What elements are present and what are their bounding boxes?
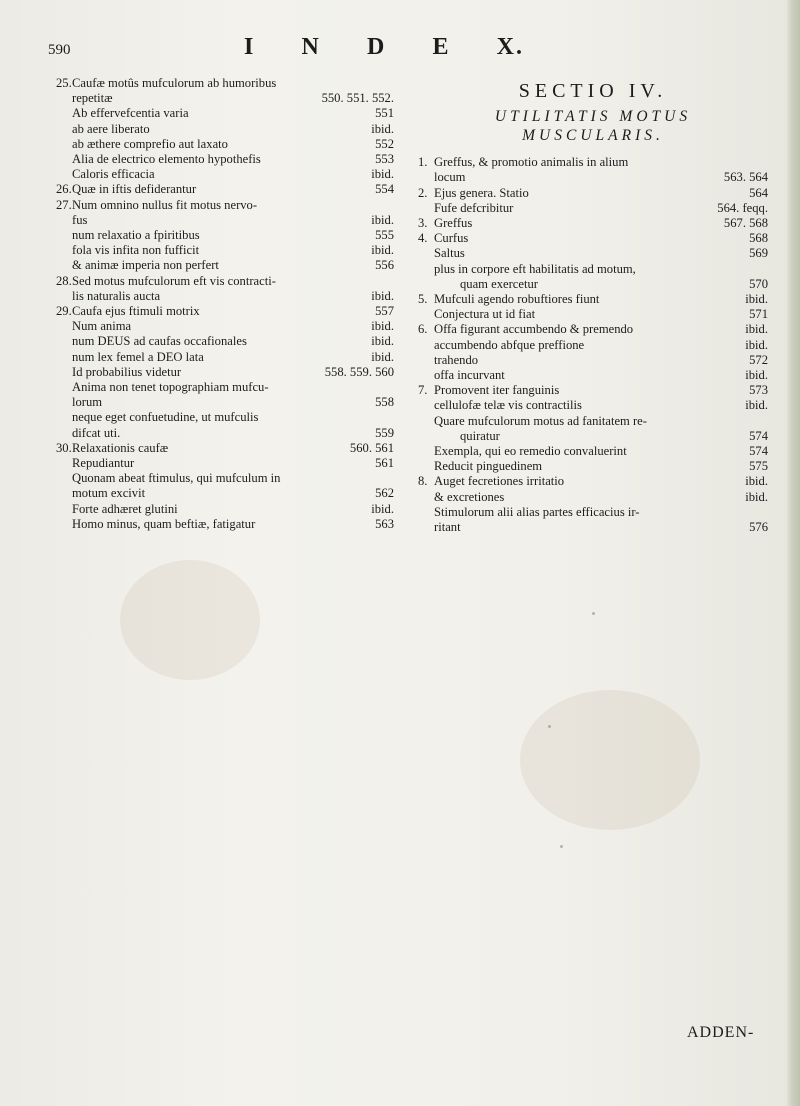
entry-pages: ibid. bbox=[745, 292, 768, 307]
entry-pages bbox=[388, 198, 394, 213]
entry-pages: 572 bbox=[749, 352, 768, 367]
entry-pages bbox=[762, 505, 768, 520]
index-entry bbox=[56, 441, 394, 456]
index-entry bbox=[418, 459, 768, 474]
entry-text: Homo minus, quam beftiæ, fatigatur bbox=[72, 516, 256, 531]
index-entry bbox=[56, 502, 394, 517]
entry-text: Id probabilius videtur bbox=[72, 364, 182, 379]
entry-text: fus bbox=[72, 212, 88, 227]
index-entry bbox=[56, 76, 394, 91]
index-entry bbox=[56, 228, 394, 243]
index-entry bbox=[56, 213, 394, 228]
entry-number: 30. bbox=[56, 440, 72, 455]
entry-text: trahendo bbox=[434, 352, 479, 367]
entry-text: ab æthere comprefio aut laxato bbox=[72, 136, 228, 151]
entry-text: lis naturalis aucta bbox=[72, 288, 161, 303]
entry-pages: 574 bbox=[749, 428, 768, 443]
entry-number bbox=[56, 395, 72, 410]
entry-pages: 564. feqq. bbox=[717, 200, 768, 215]
entry-pages: 558. 559. 560 bbox=[324, 364, 394, 379]
index-entry bbox=[418, 262, 768, 277]
index-entry bbox=[418, 246, 768, 261]
entry-pages: ibid. bbox=[371, 319, 394, 334]
entry-number bbox=[418, 520, 434, 535]
index-entry bbox=[56, 395, 394, 410]
entry-pages: ibid. bbox=[371, 288, 394, 303]
index-entry bbox=[56, 243, 394, 258]
entry-pages: 575 bbox=[749, 459, 768, 474]
entry-pages: 550. 551. 552. bbox=[321, 91, 394, 106]
index-entry bbox=[418, 444, 768, 459]
index-entry bbox=[56, 426, 394, 441]
index-entry bbox=[418, 201, 768, 216]
index-entry bbox=[418, 520, 768, 535]
entry-text: Quæ in iftis defiderantur bbox=[72, 182, 197, 197]
entry-text: Ab effervefcentia varia bbox=[72, 106, 189, 121]
entry-number: 29. bbox=[56, 304, 72, 319]
entry-pages bbox=[388, 410, 394, 425]
entry-text: num relaxatio a fpiritibus bbox=[72, 228, 200, 243]
entry-number bbox=[418, 338, 434, 353]
index-entry bbox=[56, 122, 394, 137]
entry-text: cellulofæ telæ vis contractilis bbox=[434, 398, 582, 413]
entry-number bbox=[418, 307, 434, 322]
entry-pages: 573 bbox=[749, 383, 768, 398]
index-entry bbox=[56, 258, 394, 273]
entry-number bbox=[56, 258, 72, 273]
index-entry bbox=[418, 292, 768, 307]
index-entry bbox=[418, 231, 768, 246]
entry-number bbox=[418, 353, 434, 368]
entry-text: accumbendo abfque preffione bbox=[434, 337, 585, 352]
running-head-letter: E bbox=[432, 34, 451, 60]
index-entry bbox=[418, 186, 768, 201]
entry-text: neque eget confuetudine, ut mufculis bbox=[72, 410, 259, 425]
entry-number: 25. bbox=[56, 76, 72, 90]
entry-text: plus in corpore eft habilitatis ad motum, bbox=[434, 261, 636, 276]
index-entry bbox=[418, 414, 768, 429]
entry-number bbox=[56, 91, 72, 106]
entry-text: Alia de electrico elemento hypothefis bbox=[72, 152, 261, 167]
index-entry bbox=[418, 383, 768, 398]
entry-text: fola vis infita non fufficit bbox=[72, 243, 200, 258]
entry-pages: ibid. bbox=[371, 334, 394, 349]
entry-pages: 560. 561 bbox=[349, 440, 394, 455]
index-entry bbox=[418, 398, 768, 413]
index-entry bbox=[56, 289, 394, 304]
entry-pages: 553 bbox=[375, 152, 394, 167]
entry-pages: 569 bbox=[749, 246, 768, 261]
index-entry bbox=[56, 319, 394, 334]
entry-number: 1. bbox=[418, 155, 428, 170]
running-head bbox=[244, 34, 524, 61]
entry-pages: 563 bbox=[375, 516, 394, 531]
index-entry bbox=[418, 155, 768, 170]
index-entry bbox=[56, 471, 394, 486]
entry-text: Stimulorum alii alias partes efficacius ir- bbox=[434, 504, 640, 519]
section-subtitle-line: UTILITATIS MOTUS bbox=[494, 108, 692, 126]
entry-text: ritant bbox=[434, 520, 461, 535]
entry-number bbox=[56, 380, 72, 395]
entry-pages: 576 bbox=[749, 520, 768, 535]
entry-number: 5. bbox=[418, 292, 428, 307]
entry-pages: 570 bbox=[749, 276, 768, 291]
entry-number bbox=[56, 167, 72, 182]
entry-number bbox=[56, 243, 72, 258]
right-index-entries bbox=[418, 155, 768, 535]
entry-number bbox=[56, 350, 72, 365]
entry-text: Greffus bbox=[434, 216, 473, 231]
index-entry bbox=[418, 505, 768, 520]
entry-text: Fufe defcribitur bbox=[434, 200, 514, 215]
entry-number: 8. bbox=[418, 474, 428, 489]
index-entry bbox=[56, 304, 394, 319]
entry-pages: 555 bbox=[375, 228, 394, 243]
entry-number bbox=[418, 170, 434, 185]
entry-text: Anima non tenet topographiam mufcu- bbox=[72, 380, 269, 395]
entry-number bbox=[418, 277, 434, 292]
entry-text: Mufculi agendo robuftiores fiunt bbox=[434, 292, 600, 307]
entry-pages bbox=[388, 471, 394, 486]
entry-text: repetitæ bbox=[72, 91, 113, 106]
right-index-column bbox=[418, 80, 768, 535]
entry-text: Curfus bbox=[434, 231, 469, 246]
entry-pages: 564 bbox=[749, 185, 768, 200]
left-index-column bbox=[56, 76, 394, 532]
index-entry bbox=[418, 216, 768, 231]
paper-stain bbox=[520, 690, 700, 830]
entry-pages: ibid. bbox=[745, 489, 768, 504]
entry-text: Offa figurant accumbendo & premendo bbox=[434, 322, 634, 337]
entry-pages: 563. 564 bbox=[723, 170, 768, 185]
entry-number bbox=[56, 152, 72, 167]
entry-text: Num omnino nullus fit motus nervo- bbox=[72, 197, 258, 212]
entry-number bbox=[418, 444, 434, 459]
paper-stain bbox=[120, 560, 260, 680]
entry-text: ab aere liberato bbox=[72, 121, 150, 136]
entry-text: lorum bbox=[72, 395, 103, 410]
entry-text: difcat uti. bbox=[72, 425, 121, 440]
entry-number bbox=[56, 319, 72, 334]
entry-pages: ibid. bbox=[371, 349, 394, 364]
entry-text: Caufæ motûs mufculorum ab humoribus bbox=[72, 76, 277, 90]
index-entry bbox=[56, 274, 394, 289]
entry-number: 7. bbox=[418, 383, 428, 398]
entry-pages bbox=[388, 380, 394, 395]
entry-pages: ibid. bbox=[371, 121, 394, 136]
entry-pages: 559 bbox=[375, 425, 394, 440]
index-entry bbox=[56, 334, 394, 349]
index-entry bbox=[56, 410, 394, 425]
entry-number: 2. bbox=[418, 185, 428, 200]
entry-pages: 556 bbox=[375, 258, 394, 273]
entry-text: Caufa ejus ftimuli motrix bbox=[72, 304, 200, 319]
index-entry bbox=[56, 137, 394, 152]
entry-text: Conjectura ut id fiat bbox=[434, 307, 536, 322]
index-entry bbox=[56, 350, 394, 365]
entry-number: 26. bbox=[56, 182, 72, 197]
entry-number bbox=[56, 289, 72, 304]
entry-number: 28. bbox=[56, 273, 72, 288]
entry-text: locum bbox=[434, 170, 466, 185]
entry-pages: 562 bbox=[375, 486, 394, 501]
entry-text: Exempla, qui eo remedio convaluerint bbox=[434, 444, 627, 459]
running-head-letter: X. bbox=[496, 34, 524, 60]
entry-text: Greffus, & promotio animalis in alium bbox=[434, 155, 629, 170]
index-entry bbox=[56, 91, 394, 106]
index-entry bbox=[418, 490, 768, 505]
section-subtitle-line: MUSCULARIS. bbox=[522, 127, 664, 145]
index-entry bbox=[56, 456, 394, 471]
entry-number bbox=[56, 122, 72, 137]
entry-pages: ibid. bbox=[745, 368, 768, 383]
entry-number bbox=[418, 505, 434, 520]
entry-number bbox=[56, 365, 72, 380]
entry-text: & excretiones bbox=[434, 489, 505, 504]
entry-number bbox=[418, 459, 434, 474]
entry-text: offa incurvant bbox=[434, 368, 505, 383]
index-entry bbox=[56, 365, 394, 380]
entry-number bbox=[56, 456, 72, 471]
index-entry bbox=[418, 368, 768, 383]
running-head-letter: D bbox=[366, 34, 387, 60]
entry-text: Quare mufculorum motus ad fanitatem re- bbox=[434, 413, 647, 428]
entry-text: Sed motus mufculorum eft vis contracti- bbox=[72, 273, 276, 288]
index-entry bbox=[418, 277, 768, 292]
page-number: 590 bbox=[48, 42, 71, 58]
entry-number bbox=[56, 502, 72, 517]
index-entry bbox=[56, 167, 394, 182]
ink-speck bbox=[592, 612, 595, 615]
entry-pages: 554 bbox=[375, 182, 394, 197]
index-entry bbox=[418, 474, 768, 489]
entry-text: & animæ imperia non perfert bbox=[72, 258, 219, 273]
entry-number bbox=[56, 137, 72, 152]
entry-pages: ibid. bbox=[745, 337, 768, 352]
entry-pages bbox=[762, 155, 768, 170]
entry-number bbox=[56, 106, 72, 121]
entry-pages: 574 bbox=[749, 444, 768, 459]
entry-number bbox=[418, 368, 434, 383]
entry-number bbox=[418, 414, 434, 429]
entry-number: 4. bbox=[418, 231, 428, 246]
entry-pages: 567. 568 bbox=[723, 216, 768, 231]
entry-number bbox=[418, 490, 434, 505]
entry-pages: 561 bbox=[375, 456, 394, 471]
index-entry bbox=[418, 353, 768, 368]
entry-pages: 551 bbox=[375, 106, 394, 121]
entry-text: num DEUS ad caufas occafionales bbox=[72, 334, 247, 349]
entry-number bbox=[56, 410, 72, 425]
entry-text: Saltus bbox=[434, 246, 465, 261]
ink-speck bbox=[548, 725, 551, 728]
index-entry bbox=[56, 106, 394, 121]
entry-text: quam exercetur bbox=[460, 276, 538, 291]
entry-number bbox=[56, 486, 72, 501]
entry-pages: ibid. bbox=[371, 212, 394, 227]
entry-text: Relaxationis caufæ bbox=[72, 440, 169, 455]
entry-number bbox=[418, 429, 434, 444]
entry-number: 3. bbox=[418, 216, 428, 231]
index-entry bbox=[56, 152, 394, 167]
entry-pages bbox=[762, 262, 768, 277]
entry-text: Auget fecretiones irritatio bbox=[434, 474, 565, 489]
entry-pages: ibid. bbox=[745, 398, 768, 413]
entry-pages: ibid. bbox=[371, 167, 394, 182]
entry-pages: ibid. bbox=[745, 474, 768, 489]
ink-speck bbox=[560, 845, 563, 848]
index-entry bbox=[418, 322, 768, 337]
entry-pages bbox=[388, 76, 394, 91]
entry-pages: 558 bbox=[375, 395, 394, 410]
entry-text: motum excivit bbox=[72, 486, 146, 501]
entry-text: Caloris efficacia bbox=[72, 167, 155, 182]
entry-pages bbox=[388, 274, 394, 289]
entry-pages: 568 bbox=[749, 231, 768, 246]
section-title: SECTIO IV. bbox=[518, 80, 668, 102]
entry-number bbox=[418, 398, 434, 413]
index-entry bbox=[418, 170, 768, 185]
entry-text: Repudiantur bbox=[72, 456, 135, 471]
entry-pages bbox=[762, 414, 768, 429]
entry-pages: ibid. bbox=[745, 322, 768, 337]
index-entry bbox=[418, 429, 768, 444]
index-entry bbox=[418, 307, 768, 322]
entry-number bbox=[56, 228, 72, 243]
entry-text: Quonam abeat ftimulus, qui mufculum in bbox=[72, 471, 281, 486]
entry-pages: ibid. bbox=[371, 501, 394, 516]
entry-text: Promovent iter fanguinis bbox=[434, 383, 560, 398]
entry-pages: 552 bbox=[375, 136, 394, 151]
entry-number bbox=[56, 471, 72, 486]
index-entry bbox=[56, 517, 394, 532]
entry-text: num lex femel a DEO lata bbox=[72, 349, 204, 364]
entry-text: Num anima bbox=[72, 319, 132, 334]
entry-text: Forte adhæret glutini bbox=[72, 501, 178, 516]
entry-number bbox=[56, 334, 72, 349]
entry-text: Reducit pinguedinem bbox=[434, 459, 543, 474]
index-entry bbox=[56, 380, 394, 395]
entry-text: quiratur bbox=[460, 428, 500, 443]
running-head-letter: I bbox=[244, 34, 256, 60]
entry-number bbox=[418, 201, 434, 216]
page-edge-shadow bbox=[786, 0, 800, 1106]
entry-pages: 571 bbox=[749, 307, 768, 322]
entry-number bbox=[418, 246, 434, 261]
entry-number bbox=[56, 213, 72, 228]
entry-number bbox=[418, 262, 434, 277]
index-entry bbox=[56, 198, 394, 213]
entry-pages: ibid. bbox=[371, 243, 394, 258]
catchword: ADDEN- bbox=[687, 1024, 755, 1041]
entry-number bbox=[56, 426, 72, 441]
index-entry bbox=[56, 182, 394, 197]
entry-pages: 557 bbox=[375, 304, 394, 319]
entry-number: 6. bbox=[418, 322, 428, 337]
entry-number: 27. bbox=[56, 197, 72, 212]
section-subtitle bbox=[418, 107, 768, 145]
index-entry bbox=[56, 486, 394, 501]
entry-text: Ejus genera. Statio bbox=[434, 185, 529, 200]
entry-number bbox=[56, 517, 72, 532]
running-head-letter: N bbox=[301, 34, 321, 60]
index-entry bbox=[418, 338, 768, 353]
